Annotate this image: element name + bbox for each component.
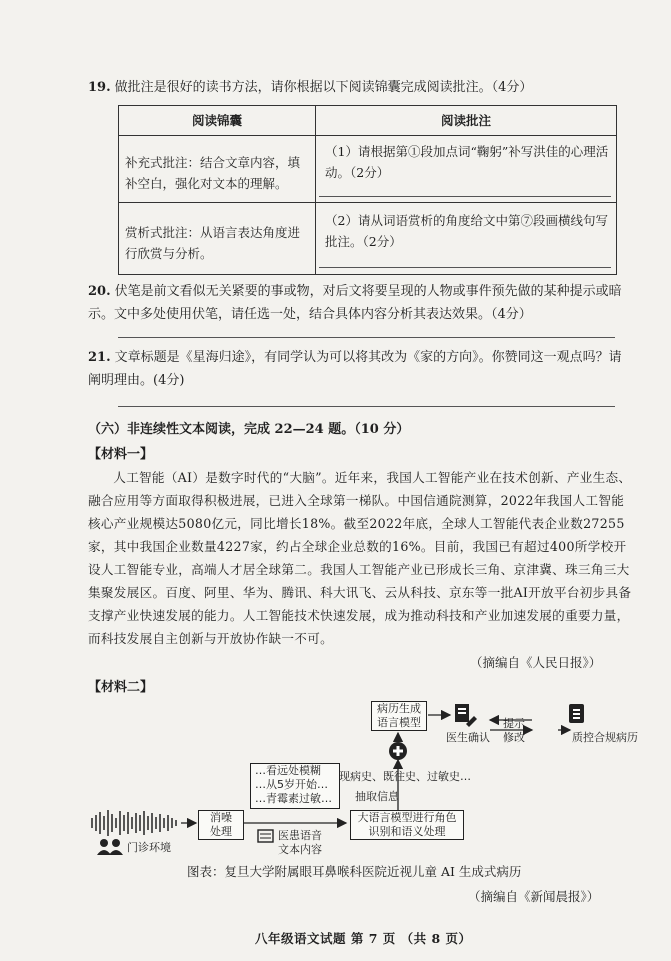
section-6-heading: （六）非连续性文本阅读，完成 22—24 题。（10 分）	[88, 422, 410, 437]
dialog-box	[250, 763, 340, 809]
material-1-source: （摘编自《人民日报》）	[470, 655, 602, 670]
dialog-line-2: …从5岁开始…	[255, 778, 328, 791]
clinic-label: 门诊环境	[127, 841, 171, 854]
table-row1-right: （1）请根据第①段加点词“鞠躬”补写洪佳的心理活动。（2分）	[325, 144, 609, 180]
qc-record-label: 质控合规病历	[572, 731, 638, 744]
extract-label: 抽取信息	[355, 790, 399, 803]
diagram-caption: 图表：复旦大学附属眼耳鼻喉科医院近视儿童 AI 生成式病历	[187, 864, 522, 879]
clipboard-icon	[569, 704, 584, 723]
material-2-title: 【材料二】	[88, 680, 154, 695]
table-row2-right: （2）请从词语赏析的角度给文中第⑦段画横线句写批注。（2分）	[325, 213, 608, 249]
plus-circle-icon	[389, 742, 407, 760]
table-header-right: 阅读批注	[440, 113, 491, 128]
history-label: 现病史、既往史、过敏史…	[339, 770, 471, 783]
transcript-label: 医患语音 文本内容	[278, 829, 322, 856]
dialog-line-3: …青霉素过敏…	[255, 792, 332, 805]
audio-waveform-icon	[92, 810, 176, 836]
material-2-source: （摘编自《新闻晨报》）	[468, 889, 600, 904]
table-row2-left: 赏析式批注：从语言表达角度进行欣赏与分析。	[125, 225, 301, 261]
page-footer: 八年级语文试题 第 7 页 （共 8 页）	[255, 931, 472, 946]
transcript-icon	[258, 830, 273, 842]
question-20-number: 20.	[88, 284, 111, 299]
denoise-box: 消噪 处理	[198, 810, 244, 840]
doctor-confirm-label: 医生确认	[446, 731, 490, 744]
table-header-left: 阅读锦囊	[191, 113, 242, 128]
table-row1-left: 补充式批注：结合文章内容，填补空白，强化对文本的理解。	[125, 155, 301, 191]
question-21-text: 文章标题是《星海归途》，有同学认为可以将其改为《家的方向》。你赞同这一观点吗？请阐明理由。(4分)	[88, 350, 622, 388]
question-21-number: 21.	[88, 350, 111, 365]
document-edit-icon	[455, 704, 477, 727]
prompt-label: 提示	[503, 717, 525, 730]
dialog-line-1: …看远处模糊	[255, 764, 321, 777]
question-19-text: 做批注是很好的读书方法，请你根据以下阅读锦囊完成阅读批注。（4分）	[114, 80, 533, 95]
question-20-text: 伏笔是前文看似无关紧要的事或物，对后文将要呈现的人物或事件预先做的某种提示或暗示。文中多处使用伏笔，请任选一处，结合具体内容分析其表达效果。（4分）	[88, 284, 622, 322]
generation-model-box: 病历生成 语言模型	[371, 701, 427, 731]
material-1-title: 【材料一】	[88, 447, 154, 462]
people-icon	[97, 839, 123, 855]
material-1-body: 人工智能（AI）是数字时代的“大脑”。近年来，我国人工智能产业在技术创新、产业生态、融合应用等方面取得积极进展，已进入全球第一梯队。中国信通院测算，2022年我国人工智能核心产业规模达5080亿元，同比增长18%。截至2022年底，全球人工智能代表企业数27255家，其中我国企业数量4227家，约占全球企业总数的16%。目前，我国已有超过400所学校开设人工智能专业，高端人才居全球第二。我国人工智能产业已形成长三角、京津冀、珠三角三大集聚发展区。百度、阿里、华为、腾讯、科大讯飞、云从科技、京东等一批AI开放平台初步具备支撑产业快速发展的能力。人工智能技术快速发展，成为推动科技和产业加速发展的重要力量，而科技发展自主创新与开放协作缺一不可。	[88, 470, 632, 646]
llm-box: 大语言模型进行角色 识别和语义处理	[350, 810, 464, 840]
question-19-number: 19.	[88, 80, 111, 95]
edit-label: 修改	[503, 731, 525, 744]
